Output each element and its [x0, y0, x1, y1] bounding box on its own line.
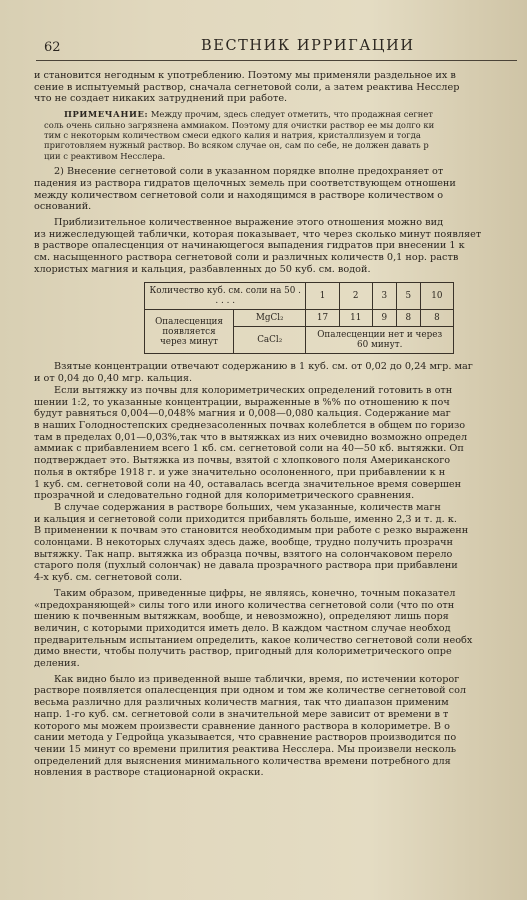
table-col-head: 3	[372, 283, 396, 310]
text-line: из нижеследующей таблички, которая показывает, что через сколько минут появляет	[34, 228, 482, 240]
paragraph-5	[34, 385, 521, 502]
text-line: 2) Внесение сегнетовой соли в указанном порядке вполне предохраняет от	[54, 166, 444, 178]
note-text: Между прочим, здесь следует отметить, что продажная сегнет	[148, 109, 433, 120]
opalescence-table-wrap	[144, 282, 521, 354]
text-line: в растворе опалесценция от начинающегося выпадения гидратов при внесении 1 к	[34, 240, 465, 252]
table-head-label: Количество куб. см. соли на 50 . . . . .	[145, 283, 306, 310]
note-line	[44, 109, 521, 119]
paragraph-3	[34, 217, 521, 276]
table-col-head: 10	[420, 283, 453, 310]
text-line: хлористых магния и кальция, разбавленных до 50 куб. см. водой.	[34, 263, 371, 275]
text-line: подтверждает это. Вытяжка из почвы, взятой с хлопкового поля Американского	[34, 455, 451, 467]
running-header	[36, 36, 517, 61]
text-line: аммиак с прибавлением всего 1 кб. см. сегнетовой соли на 40—50 кб. вытяжки. Оп	[34, 443, 464, 455]
table-cell: 8	[420, 310, 453, 327]
table-col-head: 1	[306, 283, 339, 310]
text-line: шению к почвенным вытяжкам, вообще, и невозможно), определяют лишь поря	[34, 611, 449, 623]
text-line: Если вытяжку из почвы для колориметрических определений готовить в отн	[54, 384, 453, 396]
paragraph-top	[34, 70, 521, 105]
text-line: там в пределах 0,01—0,03%,так что в вытяжках из них очевидно возможно определ	[34, 431, 468, 443]
text-line: полья в октябре 1918 г. и уже значительно осолоненного, при прибавлении к н	[34, 466, 446, 478]
text-line: определений для выяснения минимального количества времени потребного для	[34, 755, 451, 767]
article-body	[34, 70, 521, 779]
text-line: весьма различно для различных количеств магния, так что диапазон применим	[34, 697, 449, 709]
text-line: растворе появляется опалесценция при одном и том же количестве сегнетовой сол	[34, 685, 467, 697]
table-cell: 17	[306, 310, 339, 327]
text-line: новления в растворе стационарной окраски.	[34, 767, 264, 779]
note-label: ПРИМЕЧАНИЕ:	[64, 109, 149, 120]
footnote-remark	[44, 109, 521, 161]
journal-title: ВЕСТНИК ИРРИГАЦИИ	[201, 38, 415, 54]
text-line: которого мы можем произвести сравнение данного раствора в колориметре. В о	[34, 720, 450, 732]
table-col-head: 5	[396, 283, 420, 310]
text-line: «предохраняющей» силы того или иного количества сегнетовой соли (что по отн	[34, 599, 455, 611]
text-line: 1 куб. см. сегнетовой соли на 40, оставалась всегда значительное время совершен	[34, 478, 462, 490]
text-line: см. насыщенного раствора сегнетовой соли и различных количеств 0,1 нор. раств	[34, 252, 459, 264]
table-cell: 8	[396, 310, 420, 327]
text-line: сение в испытуемый раствор, сначала сегнетовой соли, а затем реактива Несслер	[34, 81, 460, 93]
text-line: Таким образом, приведенные цифры, не являясь, конечно, точным показател	[54, 587, 456, 599]
text-line: Как видно было из приведенной выше таблички, время, по истечении которог	[54, 673, 460, 685]
text-line: и от 0,04 до 0,40 мгр. кальция.	[34, 373, 193, 385]
text-line: деления.	[34, 658, 80, 670]
text-line: и кальция и сегнетовой соли приходится прибавлять больше, именно 2,3 и т. д. к.	[34, 513, 457, 525]
note-line: приготовляем нужный раствор. Во всяком случае он, сам по себе, не должен давать р	[44, 140, 429, 151]
text-line: напр. 1-го куб. см. сегнетовой соли в значительной мере зависит от времени в т	[34, 708, 449, 720]
note-line: ции с реактивом Несслера.	[44, 150, 166, 161]
paragraph-8	[34, 674, 521, 779]
text-line: Приблизительное количественное выражение этого отношения можно вид	[54, 216, 444, 228]
table-cell: 9	[372, 310, 396, 327]
text-line: что не создает никаких затруднений при работе.	[34, 93, 288, 105]
text-line: 4-х куб. см. сегнетовой соли.	[34, 572, 183, 584]
text-line: в наших Голодностепских среднезасоленных почвах колеблется в общем по горизо	[34, 419, 466, 431]
table-header-row	[145, 283, 454, 310]
text-line: старого поля (пухлый солончак) не давала прозрачного раствора при прибавлени	[34, 560, 458, 572]
table-cell: 11	[339, 310, 372, 327]
text-line: вытяжку. Так напр. вытяжка из образца почвы, взятого на солончаковом перело	[34, 548, 453, 560]
text-line: оснований.	[34, 201, 92, 213]
text-line: сании метода у Гедройца указывается, что сравнение растворов производится по	[34, 732, 457, 744]
text-line: В случае содержания в растворе больших, чем указанные, количеств магн	[54, 501, 441, 513]
text-line: и становится негодным к употреблению. Поэтому мы применяли раздельное их в	[34, 70, 456, 81]
table-col-head: 2	[339, 283, 372, 310]
text-line: будут равняться 0,004—0,048% магния и 0,008—0,080 кальция. Содержание маг	[34, 408, 451, 420]
paragraph-6	[34, 502, 521, 584]
table-ca-note: Опалесценции нет и через 60 минут.	[306, 327, 454, 354]
table-mg-label: MgCl₂	[234, 310, 306, 327]
text-line: шении 1:2, то указанные концентрации, выраженные в %% по отношению к поч	[34, 396, 450, 408]
paragraph-4	[34, 361, 521, 384]
text-line: предварительным испытанием определить, какое количество сегнетовой соли необх	[34, 634, 473, 646]
text-line: между количеством сегнетовой соли и находящимся в растворе количеством о	[34, 189, 444, 201]
text-line: величин, с которыми приходится иметь дело. В каждом частном случае необход	[34, 622, 451, 634]
paragraph-7	[34, 588, 521, 670]
note-line: тим с некоторым количеством смеси едкого калия и натрия, кристаллизуем и тогда	[44, 129, 421, 140]
text-line: В применении к почвам это становится необходимым при работе с резко выраженн	[34, 525, 469, 537]
page-number: 62	[44, 40, 61, 55]
opalescence-table	[144, 282, 454, 354]
text-line: чении 15 минут со времени прилития реактива Несслера. Мы произвели несколь	[34, 743, 456, 755]
paragraph-2	[34, 166, 521, 213]
text-line: прозрачной и следовательно годной для колориметрического сравнения.	[34, 490, 415, 502]
table-row-mg	[145, 310, 454, 327]
note-line: соль очень сильно загрязнена аммиаком. Поэтому для очистки раствор ее мы долго ки	[44, 119, 435, 130]
table-row-label: Опалесценция появляется через минут	[145, 310, 234, 354]
text-line: падения из раствора гидратов щелочных земель при соответствующем отношени	[34, 177, 456, 189]
table-ca-label: CaCl₂	[234, 327, 306, 354]
text-line: Взятые концентрации отвечают содержанию в 1 куб. см. от 0,02 до 0,24 мгр. маг	[54, 361, 473, 373]
text-line: солонцами. В некоторых случаях здесь даже, вообще, трудно получить прозрачн	[34, 537, 453, 549]
text-line: димо внести, чтобы получить раствор, пригодный для колориметрического опре	[34, 646, 452, 658]
